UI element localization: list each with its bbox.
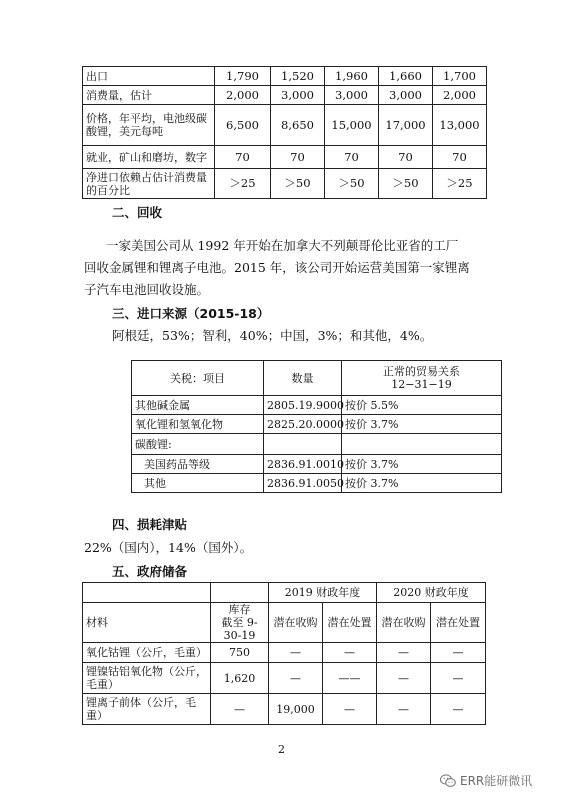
table-cell: 锂镍钴铝氧化物（公斤，毛重） bbox=[83, 663, 211, 694]
table-cell: ＞50 bbox=[271, 169, 325, 199]
table-cell: 17,000 bbox=[379, 105, 433, 146]
table-row bbox=[83, 169, 487, 199]
table-row bbox=[83, 694, 486, 725]
table-cell: — bbox=[211, 694, 269, 725]
column-header bbox=[342, 361, 502, 396]
table-cell: 1,620 bbox=[211, 663, 269, 694]
table-cell bbox=[342, 434, 502, 455]
table-cell: 按价 3.7% bbox=[342, 415, 502, 434]
section-heading-depletion-allowance: 四、损耗津贴 bbox=[112, 517, 188, 532]
table-cell: 1,790 bbox=[215, 67, 271, 86]
table-cell: 70 bbox=[433, 146, 487, 169]
table-cell: 2,000 bbox=[215, 86, 271, 105]
header-line: 正常的贸易关系 bbox=[383, 365, 460, 378]
fiscal-year-2019-header: 2019 财政年度 bbox=[269, 583, 377, 603]
section-heading-recycling: 二、回收 bbox=[112, 205, 163, 220]
table-cell: 3,000 bbox=[325, 86, 379, 105]
table-cell: ＞50 bbox=[325, 169, 379, 199]
table-cell: 70 bbox=[271, 146, 325, 169]
table-cell: 其他 bbox=[132, 474, 264, 493]
column-header: 关税：项目 bbox=[132, 361, 264, 396]
wechat-icon bbox=[440, 774, 456, 788]
column-header: 潜在收购 bbox=[269, 603, 323, 643]
page-number: 2 bbox=[278, 743, 285, 756]
table-cell: 750 bbox=[211, 643, 269, 663]
table-cell: ＞25 bbox=[433, 169, 487, 199]
table-header-row bbox=[83, 583, 486, 603]
row-label: 出口 bbox=[83, 67, 215, 86]
table-row bbox=[83, 67, 487, 86]
paragraph-line: 子汽车电池回收设施。 bbox=[84, 282, 210, 297]
table-cell: 碳酸锂: bbox=[132, 434, 264, 455]
table-cell: — bbox=[323, 694, 377, 725]
table-cell: ＞50 bbox=[379, 169, 433, 199]
table-cell: — bbox=[323, 643, 377, 663]
table-cell: — bbox=[377, 643, 431, 663]
table-cell: 6,500 bbox=[215, 105, 271, 146]
header-line: 截至 9-30-19 bbox=[221, 616, 258, 642]
table-row bbox=[83, 146, 487, 169]
table-cell: — bbox=[269, 663, 323, 694]
table-cell: — bbox=[431, 663, 486, 694]
tariff-table bbox=[131, 360, 502, 493]
table-cell: 1,700 bbox=[433, 67, 487, 86]
row-label: 消费量，估计 bbox=[83, 86, 215, 105]
table-cell: 8,650 bbox=[271, 105, 325, 146]
table-cell: 2805.19.9000 bbox=[264, 396, 342, 415]
table-row bbox=[132, 474, 502, 493]
row-label: 价格，年平均，电池级碳酸锂，美元每吨 bbox=[83, 105, 215, 146]
section-heading-government-stockpile: 五、政府储备 bbox=[112, 564, 188, 579]
column-header: 数量 bbox=[264, 361, 342, 396]
table-cell: 锂离子前体（公斤，毛重） bbox=[83, 694, 211, 725]
paragraph-line: 一家美国公司从 1992 年开始在加拿大不列颠哥伦比亚省的工厂 bbox=[106, 238, 459, 253]
fiscal-year-2020-header: 2020 财政年度 bbox=[377, 583, 486, 603]
row-label: 净进口依赖占估计消费量的百分比 bbox=[83, 169, 215, 199]
table-cell: 按价 3.7% bbox=[342, 455, 502, 474]
table-cell: 2,000 bbox=[433, 86, 487, 105]
table-cell: 1,660 bbox=[379, 67, 433, 86]
stockpile-table bbox=[82, 582, 486, 725]
watermark-text: ERR能研微讯 bbox=[460, 774, 533, 788]
table-row bbox=[83, 86, 487, 105]
table-row bbox=[132, 396, 502, 415]
table-cell: 2836.91.0050 bbox=[264, 474, 342, 493]
table-row bbox=[132, 434, 502, 455]
table-cell: 13,000 bbox=[433, 105, 487, 146]
table-cell: 按价 3.7% bbox=[342, 474, 502, 493]
table-header-row bbox=[83, 603, 486, 643]
table-cell: — bbox=[431, 694, 486, 725]
table-cell: — bbox=[377, 694, 431, 725]
table-row bbox=[83, 643, 486, 663]
table-cell: — bbox=[431, 643, 486, 663]
paragraph-line: 回收金属锂和锂离子电池。2015 年，该公司开始运营美国第一家锂离 bbox=[84, 260, 470, 275]
column-header: 材料 bbox=[83, 603, 211, 643]
table-cell bbox=[264, 434, 342, 455]
table-cell: 2836.91.0010 bbox=[264, 455, 342, 474]
header-line: 12−31−19 bbox=[391, 378, 452, 391]
table-cell: — bbox=[269, 643, 323, 663]
table-cell: 3,000 bbox=[379, 86, 433, 105]
table-cell: 美国药品等级 bbox=[132, 455, 264, 474]
column-header: 潜在处置 bbox=[431, 603, 486, 643]
table-cell: 1,960 bbox=[325, 67, 379, 86]
table-cell: ＞25 bbox=[215, 169, 271, 199]
table-cell: 2825.20.0000 bbox=[264, 415, 342, 434]
table-cell: —— bbox=[323, 663, 377, 694]
table-cell: 3,000 bbox=[271, 86, 325, 105]
table-cell: 15,000 bbox=[325, 105, 379, 146]
table-row bbox=[83, 105, 487, 146]
table-cell: — bbox=[377, 663, 431, 694]
column-header bbox=[211, 603, 269, 643]
column-header: 潜在处置 bbox=[323, 603, 377, 643]
column-header: 潜在收购 bbox=[377, 603, 431, 643]
depletion-allowance-text: 22%（国内），14%（国外）。 bbox=[84, 540, 253, 555]
table-row bbox=[132, 455, 502, 474]
header-line: 库存 bbox=[228, 603, 251, 616]
table-row bbox=[83, 663, 486, 694]
table-cell: 氧化钴锂（公斤，毛重） bbox=[83, 643, 211, 663]
table-cell: 70 bbox=[325, 146, 379, 169]
import-sources-text: 阿根廷，53%；智利，40%；中国，3%；和其他，4%。 bbox=[112, 328, 433, 343]
row-label: 就业，矿山和磨坊，数字 bbox=[83, 146, 215, 169]
table-row bbox=[132, 415, 502, 434]
table-cell: 19,000 bbox=[269, 694, 323, 725]
section-heading-import-sources: 三、进口来源（2015-18） bbox=[112, 306, 270, 321]
table-cell: 1,520 bbox=[271, 67, 325, 86]
table-cell: 70 bbox=[215, 146, 271, 169]
table-cell: 其他碱金属 bbox=[132, 396, 264, 415]
table-cell: 氧化锂和氢氧化物 bbox=[132, 415, 264, 434]
watermark bbox=[440, 772, 532, 789]
statistics-table bbox=[82, 66, 487, 199]
table-cell: 70 bbox=[379, 146, 433, 169]
table-cell: 按价 5.5% bbox=[342, 396, 502, 415]
table-header-row bbox=[132, 361, 502, 396]
